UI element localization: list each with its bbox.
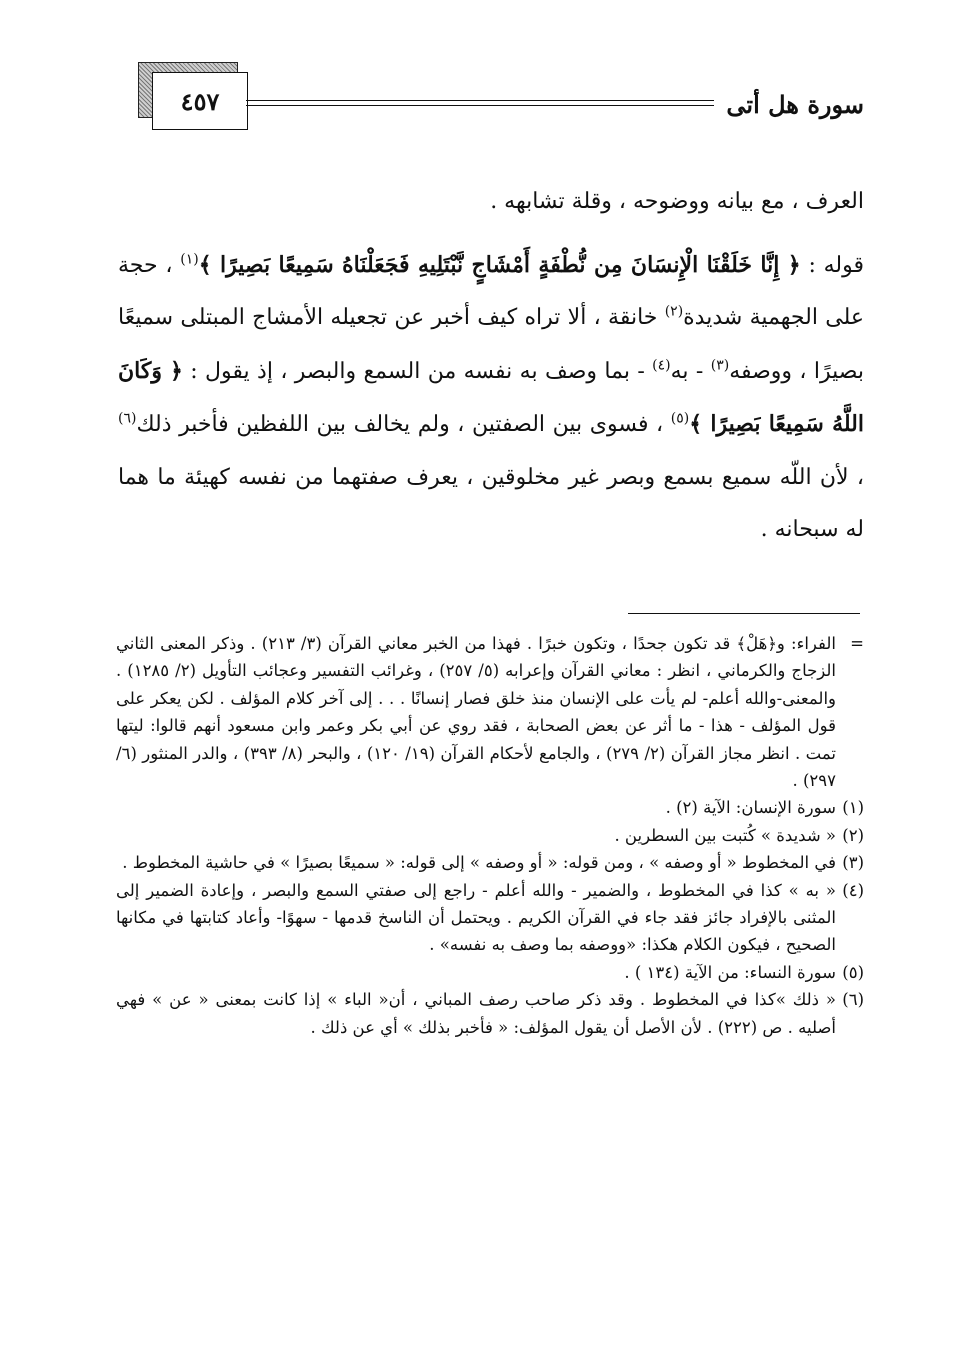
footnote-text: « شديدة » كُتبت بين السطرين . (614, 825, 836, 845)
page-number: ٤٥٧ (180, 86, 220, 116)
header-rule-double (246, 105, 714, 106)
footnote-continuation (116, 630, 864, 794)
footnote-4 (116, 877, 864, 959)
footnote-separator (628, 613, 860, 614)
continuation-mark: = (850, 634, 864, 653)
footnote-number: (٤) (842, 880, 864, 900)
footnote-text: في المخطوط « أو وصفه » ، ومن قوله: « أو وصفه » إلى قوله: « سميعًا بصيرًا » في حاشية المخطوط . (122, 853, 836, 873)
footnote-ref-5[interactable]: (٥) (670, 410, 690, 427)
footnote-number: (٢) (842, 825, 864, 845)
footnote-1 (116, 794, 864, 821)
footnote-ref-4[interactable]: (٤) (652, 357, 671, 374)
surah-title: سورة هل أتى (726, 90, 864, 119)
footnote-number: (٣) (842, 853, 864, 873)
footnote-2 (116, 822, 864, 849)
paragraph-2 (118, 239, 864, 557)
footnote-ref-6[interactable]: (٦) (118, 410, 137, 427)
footnote-ref-2[interactable]: (٢) (664, 303, 684, 320)
footnote-text: سورة النساء: من الآية (١٣٤ ) . (624, 962, 836, 982)
footnote-number: (٦) (842, 990, 864, 1010)
paragraph-1: العرف ، مع بيانه ووضوحه ، وقلة تشابهه . (490, 189, 864, 214)
footnote-3 (116, 849, 864, 876)
paragraph-text-3: - به (670, 358, 711, 384)
header-rule (246, 100, 714, 101)
footnotes (116, 630, 864, 1041)
paragraph-text-5: ، فسوى بين الصفتين ، ولم يخالف بين اللفظين فأخبر ذلك (136, 412, 671, 437)
main-text (118, 176, 864, 567)
footnote-ref-3[interactable]: (٣) (710, 357, 730, 374)
paragraph-text-1: ، حجة على الجهمية شديدة (118, 252, 864, 330)
footnote-number: (١) (842, 798, 864, 818)
paragraph-intro: قوله : (800, 252, 864, 278)
page-header (138, 62, 864, 132)
footnote-text: سورة الإنسان: الآية (٢) . (665, 798, 836, 818)
footnote-text: « به » كذا في المخطوط ، والضمير - والله أعلم - راجع إلى صفتي السمع والبصر ، وإعادة الضمير إلى المثنى بالإفراد جائز فقد جاء في القرآن الكريم . ويحتمل أن الناسخ قدمها - سهوًا- وأعاد كتابتها في مكانها الصحيح ، فيكون الكلام هكذا: «ووصفه بما وصف به نفسه» . (116, 880, 836, 955)
footnote-text: الفراء: و﴿هَلْ﴾ قد تكون جحدًا ، وتكون خبرًا . فهذا من الخبر معاني القرآن (٣/ ٢١٣) . وذكر المعنى الثاني الزجاج والكرماني ، انظر : معاني القرآن وإعرابه (٥/ ٢٥٧) ، وغرائب التفسير وعجائب التأويل (٢/ ١٢٨٥) . والمعنى-والله أعلم- لم يأت على الإنسان منذ خلق فصار إنسانًا . . . إلى آخر كلام المؤلف . لكن يعكر على قول المؤلف - هذا - ما أثر عن بعض الصحابة ، فقد روي عن أبي بكر وعمر وابن مسعود أنهم قالوا: ليتها تمت . انظر مجاز القرآن (٢/ ٢٧٩) ، والجامع لأحكام القرآن (١٩/ ١٢٠) ، والبحر (٨/ ٣٩٣) ، والدر المنثور (٦/ ٢٩٧) . (116, 634, 837, 791)
paragraph-text-6: ، لأن اللّه سميع بسمع وبصر غير مخلوقين ، يعرف صفتهما من نفسه كهيئة ما هما له سبحانه . (118, 464, 864, 542)
footnote-6 (116, 986, 864, 1041)
footnote-text: « ذلك »كذا في المخطوط . وقد ذكر صاحب رصف المباني ، أن« الباء » إذا كانت بمعنى « عن » فهي أصليه . ص (٢٢٢) . لأن الأصل أن يقول المؤلف: « فأخبر بذلك » أي عن ذلك . (116, 990, 836, 1037)
quran-verse-2: ﴿ وَكَانَ اللَّهُ سَمِيعًا بَصِيرًا ﴾ (118, 357, 864, 437)
paragraph-text-2: خانقة ، ألا تراه كيف أخبر عن تجعيله الأمشاج المبتلى سميعًا بصيرًا ، ووصفه (118, 305, 864, 384)
footnote-5 (116, 959, 864, 986)
footnote-ref-1[interactable]: (١) (180, 251, 199, 268)
quran-verse-1: ﴿ إِنَّا خَلَقْنَا الْإِنسَانَ مِن نُّطْفَةٍ أَمْشَاجٍ نَّبْتَلِيهِ فَجَعَلْنَاهُ سَمِيعًا بَصِيرًا ﴾ (198, 251, 801, 278)
footnote-number: (٥) (842, 962, 864, 982)
page-number-frame (152, 72, 248, 130)
paragraph-text-4: - بما وصف به نفسه من السمع والبصر ، إذ يقول : (182, 358, 653, 384)
